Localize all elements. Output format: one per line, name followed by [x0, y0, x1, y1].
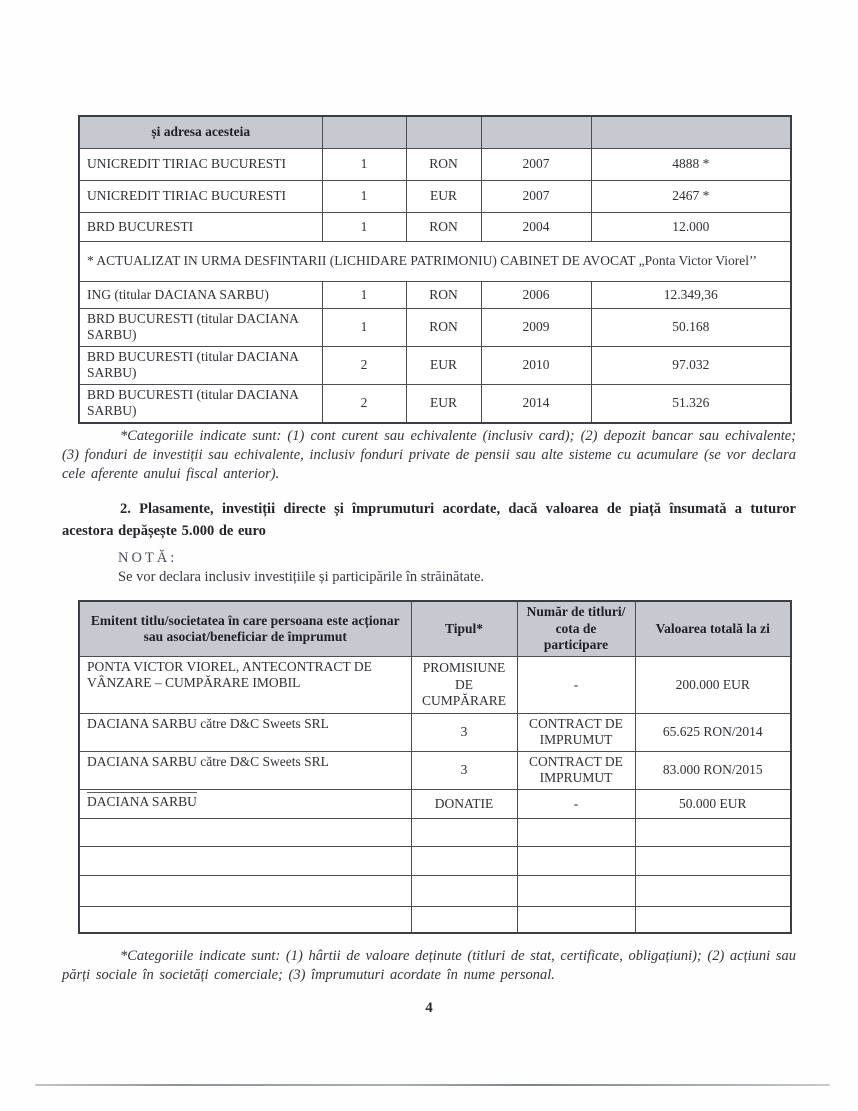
- bank-name-cell: BRD BUCURESTI: [79, 213, 322, 242]
- header-emitent: Emitent titlu/societatea în care persoana este acționar sau asociat/beneficiar de împrumut: [79, 601, 411, 657]
- page-number: 4: [425, 1000, 433, 1016]
- empty-row: [79, 846, 791, 875]
- year-cell: 2007: [481, 181, 591, 213]
- currency-cell: RON: [406, 213, 481, 242]
- type-cell: 1: [322, 213, 406, 242]
- footnote-categories-investments: *Categoriile indicate sunt: (1) hârtii de valoare deținute (titluri de stat, certificate, obligațiuni); (2) acțiuni sau părți sociale în societăți comerciale; (3) împrumuturi acordate în nume personal.: [62, 948, 796, 984]
- tipul-cell: 3: [411, 751, 517, 789]
- valoare-cell: 200.000 EUR: [635, 657, 791, 714]
- balance-cell: 12.349,36: [591, 282, 791, 309]
- table-row: [79, 282, 791, 309]
- actualizat-note: * ACTUALIZAT IN URMA DESFINTARII (LICHIDARE PATRIMONIU) CABINET DE AVOCAT „Ponta Victor Viorel’’: [79, 242, 791, 282]
- year-cell: 2014: [481, 384, 591, 422]
- table-row: [79, 789, 791, 818]
- currency-cell: RON: [406, 149, 481, 181]
- currency-cell: RON: [406, 309, 481, 347]
- bank-name-cell: UNICREDIT TIRIAC BUCURESTI: [79, 181, 322, 213]
- balance-cell: 50.168: [591, 309, 791, 347]
- investments-table: [78, 600, 792, 934]
- header-numar-titluri: Număr de titluri/ cota de participare: [517, 601, 635, 657]
- emitent-cell: DACIANA SARBU către D&C Sweets SRL: [79, 714, 411, 752]
- bank-table-header-empty-1: [322, 116, 406, 149]
- nota-label: NOTĂ:: [118, 550, 178, 566]
- table-row: [79, 346, 791, 384]
- numar-cell: CONTRACT DE IMPRUMUT: [517, 751, 635, 789]
- bank-accounts-table: [78, 115, 792, 424]
- bank-table-header-empty-4: [591, 116, 791, 149]
- bank-name-cell: BRD BUCURESTI (titular DACIANA SARBU): [79, 309, 322, 347]
- type-cell: 2: [322, 346, 406, 384]
- numar-cell: CONTRACT DE IMPRUMUT: [517, 714, 635, 752]
- balance-cell: 12.000: [591, 213, 791, 242]
- tipul-cell: 3: [411, 714, 517, 752]
- year-cell: 2007: [481, 149, 591, 181]
- table-row: [79, 657, 791, 714]
- emitent-cell: PONTA VICTOR VIOREL, ANTECONTRACT DE VÂNZARE – CUMPĂRARE IMOBIL: [79, 657, 411, 714]
- footnote-categories-accounts: *Categoriile indicate sunt: (1) cont curent sau echivalente (inclusiv card); (2) depozit bancar sau echivalente; (3) fonduri de investiții sau echivalente, inclusiv fonduri private de pensii sau alte sisteme cu acumulare (se vor declara cele aferente anului fiscal anterior).: [62, 428, 796, 483]
- currency-cell: RON: [406, 282, 481, 309]
- empty-row: [79, 818, 791, 846]
- balance-cell: 51.326: [591, 384, 791, 422]
- emitent-cell: DACIANA SARBU: [87, 793, 197, 809]
- table-row: [79, 384, 791, 422]
- bank-name-cell: UNICREDIT TIRIAC BUCURESTI: [79, 149, 322, 181]
- bank-table-header-institution: și adresa acesteia: [79, 116, 322, 149]
- valoare-cell: 50.000 EUR: [635, 789, 791, 818]
- numar-cell: -: [517, 789, 635, 818]
- section2-heading: 2. Plasamente, investiții directe și împrumuturi acordate, dacă valoarea de piață însumată a tuturor acestora depășește 5.000 de euro: [62, 501, 796, 539]
- type-cell: 1: [322, 309, 406, 347]
- table-row: [79, 751, 791, 789]
- investments-header-row: [79, 601, 791, 657]
- bank-name-cell: ING (titular DACIANA SARBU): [79, 282, 322, 309]
- year-cell: 2009: [481, 309, 591, 347]
- bank-table-header-empty-3: [481, 116, 591, 149]
- nota-block: [118, 550, 738, 586]
- currency-cell: EUR: [406, 181, 481, 213]
- currency-cell: EUR: [406, 384, 481, 422]
- valoare-cell: 65.625 RON/2014: [635, 714, 791, 752]
- numar-cell: -: [517, 657, 635, 714]
- table-row: [79, 714, 791, 752]
- balance-cell: 4888 *: [591, 149, 791, 181]
- empty-row: [79, 875, 791, 906]
- type-cell: 1: [322, 282, 406, 309]
- type-cell: 2: [322, 384, 406, 422]
- type-cell: 1: [322, 181, 406, 213]
- bank-table-header-row: [79, 116, 791, 149]
- table-row: [79, 149, 791, 181]
- scan-edge-line: [35, 1084, 830, 1086]
- bank-name-cell: BRD BUCURESTI (titular DACIANA SARBU): [79, 384, 322, 422]
- tipul-cell: DONATIE: [411, 789, 517, 818]
- table-row: [79, 181, 791, 213]
- table-row: [79, 309, 791, 347]
- note-row: [79, 242, 791, 282]
- valoare-cell: 83.000 RON/2015: [635, 751, 791, 789]
- year-cell: 2004: [481, 213, 591, 242]
- year-cell: 2006: [481, 282, 591, 309]
- balance-cell: 97.032: [591, 346, 791, 384]
- bank-table-header-empty-2: [406, 116, 481, 149]
- table-row: [79, 213, 791, 242]
- header-valoare: Valoarea totală la zi: [635, 601, 791, 657]
- year-cell: 2010: [481, 346, 591, 384]
- emitent-cell: DACIANA SARBU către D&C Sweets SRL: [79, 751, 411, 789]
- header-tipul: Tipul*: [411, 601, 517, 657]
- nota-text: Se vor declara inclusiv investițiile și participările în străinătate.: [118, 569, 485, 585]
- currency-cell: EUR: [406, 346, 481, 384]
- bank-name-cell: BRD BUCURESTI (titular DACIANA SARBU): [79, 346, 322, 384]
- balance-cell: 2467 *: [591, 181, 791, 213]
- type-cell: 1: [322, 149, 406, 181]
- tipul-cell: PROMISIUNE DE CUMPĂRARE: [411, 657, 517, 714]
- empty-row: [79, 906, 791, 933]
